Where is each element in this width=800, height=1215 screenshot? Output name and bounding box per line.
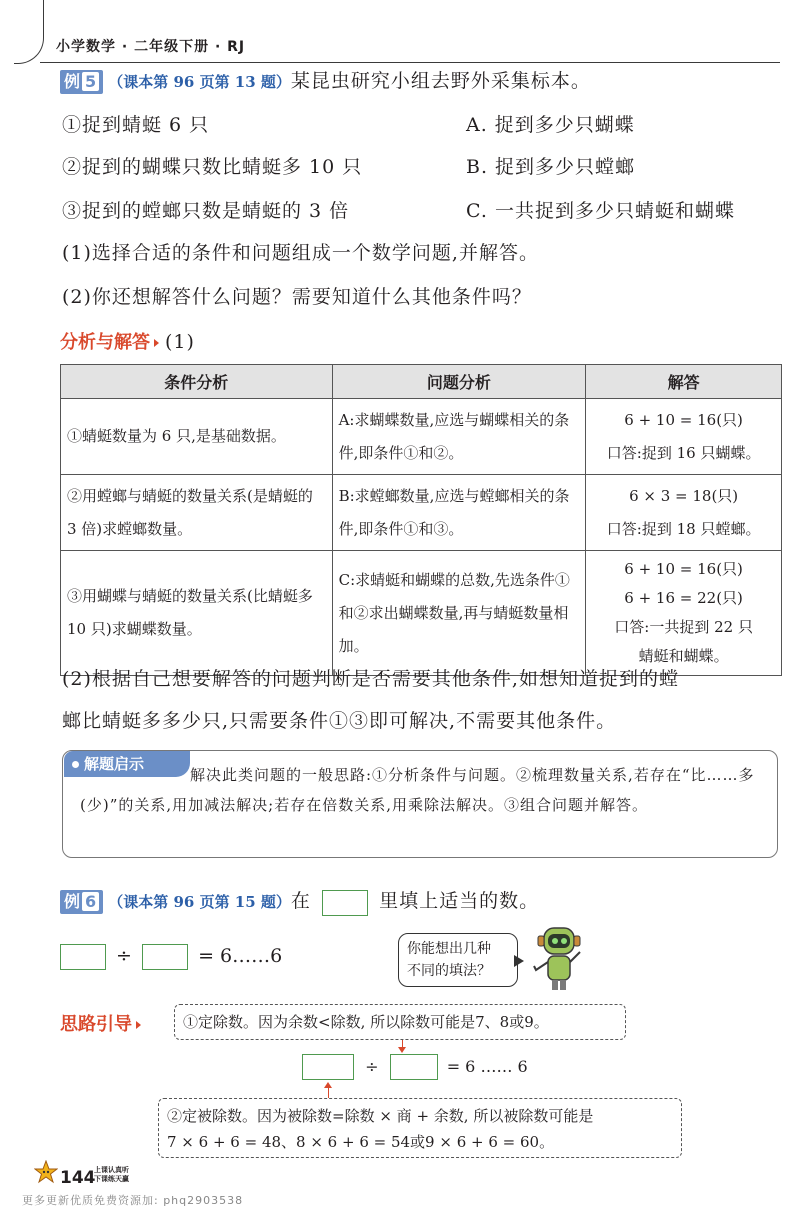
page-header-title: 小学数学 · 二年级下册 · RJ [56,39,246,55]
question-b: B. 捉到多少只螳螂 [466,156,636,178]
example5-textbook-ref: （课本第 96 页第 13 题） [108,73,291,91]
condition-3: ③捉到的螳螂只数是蜻蜓的 3 倍 [62,200,350,222]
table-header-cell: 条件分析 [61,365,333,399]
example6-badge: 例 6 [60,890,103,914]
example5-heading [60,66,591,94]
analysis-heading: 分析与解答 (1) [60,331,195,353]
arrow-line [328,1088,329,1098]
condition-1: ①捉到蜻蜓 6 只 [62,114,210,136]
footer-slogan: 上课认真听 下课练天赢 [94,1166,129,1183]
example5-badge: 例 5 [60,70,103,94]
table-row [61,399,782,475]
page-number: 144 [60,1168,96,1188]
heading-arrow-icon [136,1021,141,1029]
header-corner-line [14,0,44,64]
table-cell-answer: 6 × 3 = 18(只) 口答:捉到 18 只螳螂。 [586,475,782,551]
robot-mascot-icon [528,922,592,994]
guide-step2: ②定被除数。因为被除数=除数 × 商 + 余数, 所以被除数可能是 7 × 6 + 6 = 48、8 × 6 + 6 = 54或9 × 6 + 6 = 60。 [158,1098,682,1158]
speech-bubble: 你能想出几种 不同的填法？ [398,933,518,987]
footer-watermark-note: 更多更新优质免费资源加: phq2903538 [22,1194,244,1207]
example5-intro: 某昆虫研究小组去野外采集标本。 [290,70,591,92]
example6-heading: 例 6 （课本第 96 页第 15 题）在 里填上适当的数。 [60,886,539,916]
dividend-blank-box[interactable] [60,944,106,970]
table-cell-problem: A:求蝴蝶数量,应选与蝴蝶相关的条件,即条件①和②。 [332,399,586,475]
guide-divisor-box [390,1054,438,1080]
analysis-table [60,364,782,676]
part2-line2: 螂比蜻蜓多多少只,只需要条件①③即可解决,不需要其他条件。 [62,710,617,732]
table-cell-condition: ②用螳螂与蜻蜓的数量关系(是蜻蜓的 3 倍)求螳螂数量。 [61,475,333,551]
heading-arrow-icon [154,339,159,347]
part2-line1: (2)根据自己想要解答的问题判断是否需要其他条件,如想知道捉到的螳 [62,668,679,690]
table-cell-problem: B:求螳螂数量,应选与螳螂相关的条件,即条件①和③。 [332,475,586,551]
tips-text: 解决此类问题的一般思路:①分析条件与问题。②梳理数量关系,若存在“比……多(少)”的关系,用加减法解决;若存在倍数关系,用乘除法解决。③组合问题并解答。 [80,766,755,814]
header-rule [40,62,780,63]
guide-equation: ÷ = 6 …… 6 [302,1054,528,1080]
speech-bubble-tail [514,955,524,967]
table-header-cell: 解答 [586,365,782,399]
table-row [61,475,782,551]
question-a: A. 捉到多少只蝴蝶 [466,114,635,136]
guide-heading: 思路引导 [60,1010,147,1036]
condition-2: ②捉到的蝴蝶只数比蜻蜓多 10 只 [62,156,363,178]
question-c: C. 一共捉到多少只蜻蜓和蝴蝶 [466,200,735,222]
task-1: (1)选择合适的条件和问题组成一个数学问题,并解答。 [62,242,539,264]
arrow-down-icon [398,1047,406,1053]
table-cell-condition: ③用蝴蝶与蜻蜓的数量关系(比蜻蜓多 10 只)求蝴蝶数量。 [61,551,333,676]
table-cell-condition: ①蜻蜓数量为 6 只,是基础数据。 [61,399,333,475]
star-mascot-icon [34,1160,58,1184]
example6-textbook-ref: （课本第 96 页第 15 题） [108,893,291,911]
table-row [61,551,782,676]
example-blank-box [322,890,368,916]
example6-equation: ÷ = 6……6 [60,944,282,970]
divisor-blank-box[interactable] [142,944,188,970]
table-header-cell: 问题分析 [332,365,586,399]
tips-dot-icon [72,761,79,768]
table-header-row [61,365,782,399]
table-cell-answer: 6 + 10 = 16(只) 6 + 16 = 22(只) 口答:一共捉到 22 只 蜻蜓和蝴蝶。 [586,551,782,676]
table-cell-answer: 6 + 10 = 16(只) 口答:捉到 16 只蝴蝶。 [586,399,782,475]
guide-dividend-box [302,1054,354,1080]
table-cell-problem: C:求蜻蜓和蝴蝶的总数,先选条件①和②求出蝴蝶数量,再与蜻蜓数量相加。 [332,551,586,676]
tips-label: 解题启示 [64,751,190,777]
task-2: (2)你还想解答什么问题？需要知道什么其他条件吗？ [62,286,532,308]
guide-step1: ①定除数。因为余数<除数, 所以除数可能是7、8或9。 [174,1004,626,1040]
